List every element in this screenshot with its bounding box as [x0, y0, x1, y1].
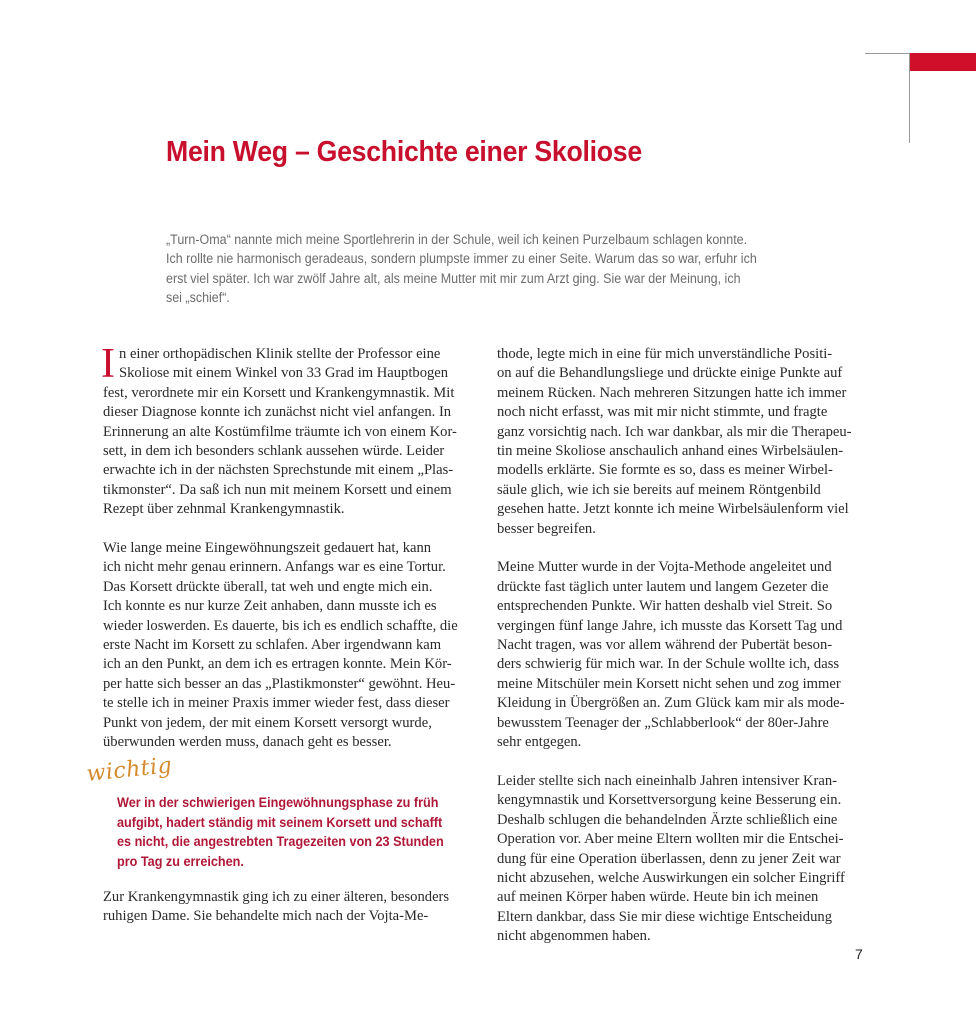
- intro-paragraph: [166, 231, 866, 309]
- intro-line: Ich rollte nie harmonisch geradeaus, sondern plumpste immer zu einer Seite. Warum das so war, erfuhr ich: [166, 251, 757, 268]
- wichtig-callout: [117, 793, 477, 872]
- drop-cap: I: [101, 341, 115, 387]
- text-line: Leider stellte sich nach eineinhalb Jahren intensiver Kran-: [497, 772, 837, 789]
- left-column: [101, 341, 473, 772]
- text-line: Nacht tragen, was vor allem während der Pubertät beson-: [497, 637, 833, 654]
- text-line: thode, legte mich in eine für mich unverständliche Positi-: [497, 346, 833, 362]
- text-line: n einer orthopädischen Klinik stellte der Professor eine: [119, 346, 441, 362]
- text-line: Rezept über zehnmal Krankengymnastik.: [103, 501, 345, 518]
- text-line: Wie lange meine Eingewöhnungszeit gedauert hat, kann: [103, 540, 432, 557]
- left-paragraph-2: [103, 539, 473, 752]
- text-line: Zur Krankengymnastik ging ich zu einer älteren, besonders: [103, 889, 450, 905]
- left-paragraph-3: [103, 888, 473, 927]
- text-line: vergingen fünf lange Jahre, ich musste das Korsett Tag und: [497, 617, 843, 634]
- text-line: Deshalb schlugen die behandelnden Ärzte schließlich eine: [497, 811, 838, 828]
- text-line: nicht abzusehen, welche Auswirkungen ein solcher Eingriff: [497, 869, 845, 886]
- text-line: Das Korsett drückte überall, tat weh und engte mich ein.: [103, 578, 433, 595]
- text-line: drückte fast täglich unter lautem und langem Gezeter die: [497, 578, 829, 595]
- text-line: modells erklärte. Sie formte es so, dass es meiner Wirbel-: [497, 462, 833, 479]
- right-paragraph-2: [497, 558, 867, 752]
- text-line: bewusstem Teenager der „Schlabberlook“ der 80er-Jahre: [497, 714, 829, 731]
- text-line: ich nicht mehr genau erinnern. Anfangs war es eine Tortur.: [103, 559, 446, 576]
- text-line: Operation vor. Aber meine Eltern wollten mir die Entschei-: [497, 831, 844, 848]
- text-line: ders schwierig für mich war. In der Schule wollte ich, dass: [497, 656, 840, 673]
- text-line: Kleidung in Übergrößen an. Zum Glück kam mir als mode-: [497, 695, 845, 712]
- text-line: tin meine Skoliose anschaulich anhand eines Wirbelsäulen-: [497, 443, 844, 460]
- text-line: meinem Rücken. Nach mehreren Sitzungen hatte ich immer: [497, 384, 847, 401]
- text-line: tikmonster“. Da saß ich nun mit meinem Korsett und einem: [103, 481, 452, 498]
- text-line: meine Mitschüler mein Korsett nicht sehen und zog immer: [497, 675, 841, 692]
- text-line: auf meinen Körper haben würde. Heute bin ich meinen: [497, 889, 819, 906]
- text-line: sehr entgegen.: [497, 734, 582, 751]
- intro-line: „Turn-Oma“ nannte mich meine Sportlehrerin in der Schule, weil ich keinen Purzelbaum schlagen konnte.: [166, 232, 748, 248]
- right-paragraph-1: [497, 345, 867, 539]
- text-line: Erinnerung an alte Kostümfilme träumte ich von einem Kor-: [103, 423, 457, 440]
- text-line: gesehen hatte. Jetzt konnte ich meine Wirbelsäulenform viel: [497, 501, 849, 518]
- page-title: Mein Weg – Geschichte einer Skoliose: [166, 136, 642, 168]
- corner-rule-horizontal: [865, 53, 910, 54]
- text-line: entsprechenden Punkte. Wir hatten deshalb viel Streit. So: [497, 598, 833, 615]
- text-line: nicht abgenommen haben.: [497, 928, 651, 945]
- right-column: [497, 345, 867, 966]
- text-line: Meine Mutter wurde in der Vojta-Methode angeleitet und: [497, 559, 832, 576]
- text-line: fest, verordnete mir ein Korsett und Krankengymnastik. Mit: [103, 384, 455, 401]
- text-line: Ich konnte es nur kurze Zeit anhaben, dann musste ich es: [103, 598, 437, 615]
- text-line: ganz vorsichtig nach. Ich war dankbar, als mir die Therapeu-: [497, 423, 852, 440]
- text-line: on auf die Behandlungsliege und drückte einige Punkte auf: [497, 365, 843, 382]
- text-line: kengymnastik und Korsettversorgung keine Besserung ein.: [497, 792, 842, 809]
- text-line: überwunden werden muss, danach geht es besser.: [103, 734, 392, 751]
- text-line: erste Nacht im Korsett zu schlafen. Aber irgendwann kam: [103, 637, 442, 654]
- intro-line: erst viel später. Ich war zwölf Jahre alt, als meine Mutter mit mir zum Arzt ging. Sie war der Meinung, ich: [166, 270, 741, 287]
- page-number: 7: [855, 946, 863, 962]
- text-line: te stelle ich in meiner Praxis immer wieder fest, dass dieser: [103, 695, 450, 712]
- text-line: erwachte ich in der nächsten Sprechstunde mit einem „Plas-: [103, 462, 454, 479]
- text-line: Skoliose mit einem Winkel von 33 Grad im Hauptbogen: [119, 365, 449, 382]
- callout-line: aufgibt, hadert ständig mit seinem Korsett und schafft: [117, 814, 443, 830]
- left-paragraph-1: [101, 341, 473, 520]
- wichtig-label: wichtig: [85, 753, 174, 787]
- text-line: ich an den Punkt, an dem ich es ertragen konnte. Mein Kör-: [103, 656, 452, 673]
- text-line: per hatte sich besser an das „Plastikmonster“ gewöhnt. Heu-: [103, 675, 456, 692]
- text-line: sett, in dem ich besonders schlank aussehen würde. Leider: [103, 443, 445, 460]
- text-line: noch nicht erfasst, was mit mir nicht stimmte, und fragte: [497, 404, 828, 421]
- callout-line: es nicht, die angestrebten Tragezeiten von 23 Stunden: [117, 834, 444, 850]
- text-line: Punkt von jedem, der mit einem Korsett versorgt wurde,: [103, 714, 432, 731]
- right-paragraph-3: [497, 772, 867, 947]
- callout-line: pro Tag zu erreichen.: [117, 854, 244, 870]
- callout-line: Wer in der schwierigen Eingewöhnungsphase zu früh: [117, 795, 439, 810]
- corner-accent-bar: [910, 53, 976, 71]
- intro-line: sei „schief“.: [166, 290, 230, 307]
- text-line: säule glich, wie ich sie bereits auf meinem Röntgenbild: [497, 481, 821, 498]
- text-line: ruhigen Dame. Sie behandelte mich nach der Vojta-Me-: [103, 908, 429, 925]
- text-line: wieder loswerden. Es dauerte, bis ich es endlich schaffte, die: [103, 617, 458, 634]
- text-line: besser begreifen.: [497, 520, 596, 537]
- text-line: Eltern dankbar, dass Sie mir diese wichtige Entscheidung: [497, 908, 832, 925]
- text-line: dieser Diagnose konnte ich zunächst nicht viel anfangen. In: [103, 404, 452, 421]
- text-line: dung für eine Operation überlassen, denn zu jener Zeit war: [497, 850, 841, 867]
